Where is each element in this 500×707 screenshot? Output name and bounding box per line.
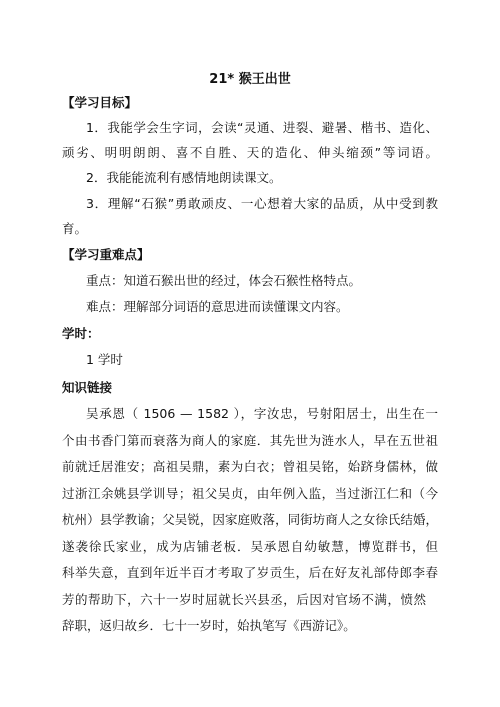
objectives-line: 3．理解“石猴”勇敢顽皮、一心想着大家的品质，从中受到教	[86, 196, 438, 211]
knowledge-line: 吴承恩（ 1506 — 1582 ），字汝忠，号射阳居士，出生在一	[86, 406, 438, 421]
objectives-line: 2．我能能流利有感情地朗读课文。	[86, 170, 282, 185]
hours-line: 1 学时	[86, 352, 123, 367]
document-title: 21* 猴王出世	[209, 72, 291, 87]
knowledge-line: 前就迁居淮安；高祖吴鼎，素为白衣；曾祖吴铭，始跻身儒林，做	[62, 459, 438, 474]
objectives-line: 1．我能学会生字词，会读“灵通、进裂、避暑、楷书、造化、	[86, 120, 438, 135]
knowledge-line: 遂袭徐氏家业，成为店铺老板．吴承恩自幼敏慧，博览群书，但	[62, 539, 438, 554]
knowledge-line: 个由书香门第而衰落为商人的家庭．其先世为涟水人，早在五世祖	[62, 433, 438, 448]
knowledge-line: 杭州）县学教谕；父吴锐，因家庭败落，同街坊商人之女徐氏结婚，	[62, 512, 438, 527]
knowledge-line: 科举失意，直到年近半百才考取了岁贡生，后在好友礼部侍郎李春	[62, 565, 438, 580]
difficult-point-line: 难点：理解部分词语的意思进而读懂课文内容。	[86, 299, 349, 314]
knowledge-line: 过浙江余姚县学训导；祖父吴贞，由年例入监，当过浙江仁和（今	[62, 486, 438, 501]
key-points-heading: 【学习重难点】	[62, 247, 150, 262]
objectives-line: 育。	[62, 221, 88, 236]
hours-heading: 学时：	[62, 326, 100, 341]
knowledge-heading: 知识链接	[62, 380, 113, 395]
objectives-heading: 【学习目标】	[62, 95, 138, 110]
key-point-line: 重点：知道石猴出世的经过，体会石猴性格特点。	[86, 273, 362, 288]
knowledge-line: 芳的帮助下，六十一岁时屈就长兴县丞，后因对官场不满，愤然	[62, 592, 426, 607]
objectives-line: 顽劣、明明朗朗、喜不自胜、天的造化、伸头缩颈”等词语。	[62, 145, 438, 160]
knowledge-line: 辞职，返归故乡．七十一岁时，始执笔写《西游记》。	[62, 618, 356, 633]
